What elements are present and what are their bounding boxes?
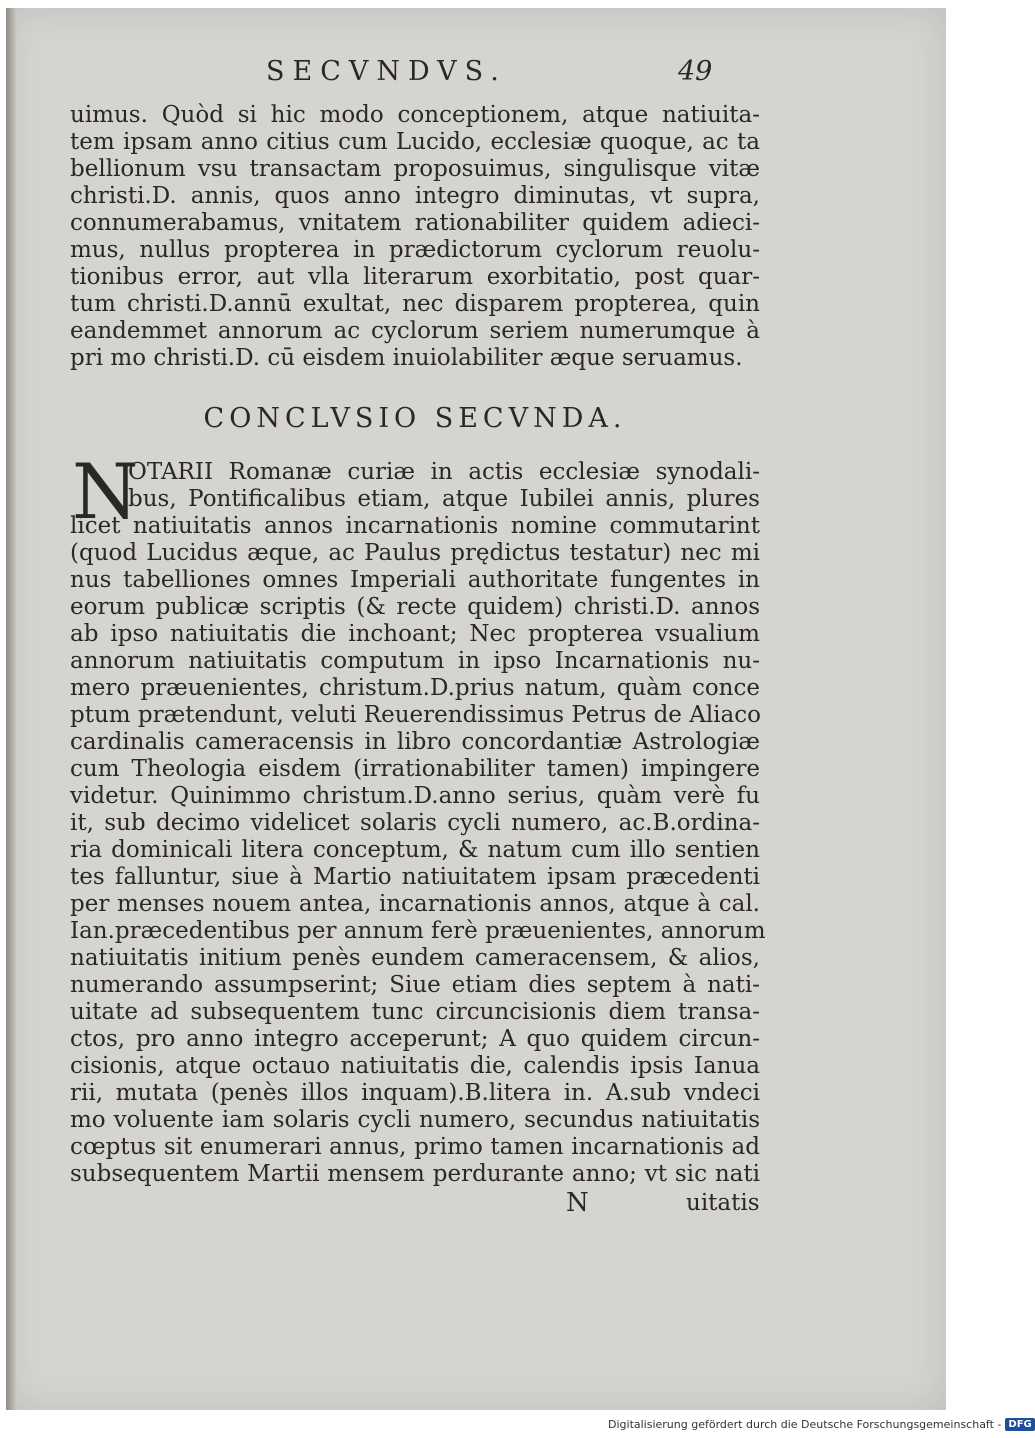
text-line: licet natiuitatis annos incarnationis nomine commutarint [70, 513, 760, 539]
text-line: tem ipsam anno citius cum Lucido, ecclesiæ quoque, ac ta [70, 129, 760, 155]
section-heading: CONCLVSIO SECVNDA. [203, 403, 627, 434]
text-line: videtur. Quinimmo christum.D.anno serius, quàm verè fu [70, 783, 760, 809]
text-line: subsequentem Martii mensem perdurante anno; vt sic nati [70, 1161, 760, 1187]
text-line: per menses nouem antea, incarnationis annos, atque à cal. [70, 891, 760, 917]
running-title: SECVNDVS. [266, 56, 507, 87]
text-line: numerando assumpserint; Siue etiam dies septem à nati- [70, 972, 760, 998]
drop-cap-initial: N [72, 447, 139, 536]
text-line: mo voluente iam solaris cycli numero, secundus natiuitatis [70, 1107, 760, 1133]
text-line: cardinalis cameracensis in libro concordantiæ Astrologiæ [70, 729, 760, 755]
digitization-credit [608, 1416, 1035, 1432]
text-line: eorum publicæ scriptis (& recte quidem) christi.D. annos [70, 594, 760, 620]
text-line: ab ipso natiuitatis die inchoant; Nec propterea vsualium [70, 621, 760, 647]
text-line: bellionum vsu transactam proposuimus, singulisque vitæ [70, 156, 760, 182]
text-line: natiuitatis initium penès eundem cameracensem, & alios, [70, 945, 760, 971]
text-line: ria dominicali litera conceptum, & natum cum illo sentien [70, 837, 760, 863]
text-line: ctos, pro anno integro acceperunt; A quo quidem circun- [70, 1026, 760, 1052]
text-line: uimus. Quòd si hic modo conceptionem, atque natiuita- [70, 102, 760, 128]
text-line: it, sub decimo videlicet solaris cycli numero, ac.B.ordina- [70, 810, 760, 836]
text-line: (quod Lucidus æque, ac Paulus prędictus testatur) nec mi [70, 540, 760, 566]
text-line: annorum natiuitatis computum in ipso Incarnationis nu- [70, 648, 760, 674]
text-line: Ian.præcedentibus per annum ferè præuenientes, annorum [70, 918, 766, 944]
text-line: uitate ad subsequentem tunc circuncisionis diem transa- [70, 999, 760, 1025]
text-line: eandemmet annorum ac cyclorum seriem numerumque à [70, 318, 760, 344]
text-line: rii, mutata (penès illos inquam).B.litera in. A.sub vndeci [70, 1080, 760, 1106]
text-line: ptum prætendunt, veluti Reuerendissimus Petrus de Aliaco [70, 702, 761, 728]
text-line: connumerabamus, vnitatem rationabiliter quidem adieci- [70, 210, 760, 236]
text-line: tum christi.D.annū exultat, nec disparem propterea, quin [70, 291, 760, 317]
running-head [6, 56, 946, 92]
catchword: uitatis [686, 1190, 760, 1216]
text-line: tionibus error, aut vlla literarum exorbitatio, post quar- [70, 264, 760, 290]
text-line: nus tabelliones omnes Imperiali authoritate fungentes in [70, 567, 760, 593]
signature-mark: N [566, 1188, 589, 1218]
text-line: cisionis, atque octauo natiuitatis die, calendis ipsis Ianua [70, 1053, 760, 1079]
text-line: cœptus sit enumerari annus, primo tamen incarnationis ad [70, 1134, 760, 1160]
text-line: tes falluntur, siue à Martio natiuitatem ipsam præcedenti [70, 864, 760, 890]
text-line: mus, nullus propterea in prædictorum cyclorum reuolu- [70, 237, 760, 263]
book-page [6, 8, 946, 1410]
dfg-logo[interactable]: DFG [1005, 1418, 1034, 1431]
text-line: bus, Pontificalibus etiam, atque Iubilei annis, plures [128, 486, 760, 512]
text-line: pri mo christi.D. cū eisdem inuiolabiliter æque seruamus. [70, 345, 743, 371]
text-line: mero præuenientes, christum.D.prius natum, quàm conce [70, 675, 760, 701]
text-line: OTARII Romanæ curiæ in actis ecclesiæ synodali- [128, 459, 760, 485]
text-line: christi.D. annis, quos anno integro diminutas, vt supra, [70, 183, 760, 209]
page-gutter-shadow [6, 8, 16, 1410]
page-number: 49 [678, 56, 713, 87]
credit-text: Digitalisierung gefördert durch die Deutsche Forschungsgemeinschaft - [608, 1417, 1002, 1431]
text-line: cum Theologia eisdem (irrationabiliter tamen) impingere [70, 756, 760, 782]
